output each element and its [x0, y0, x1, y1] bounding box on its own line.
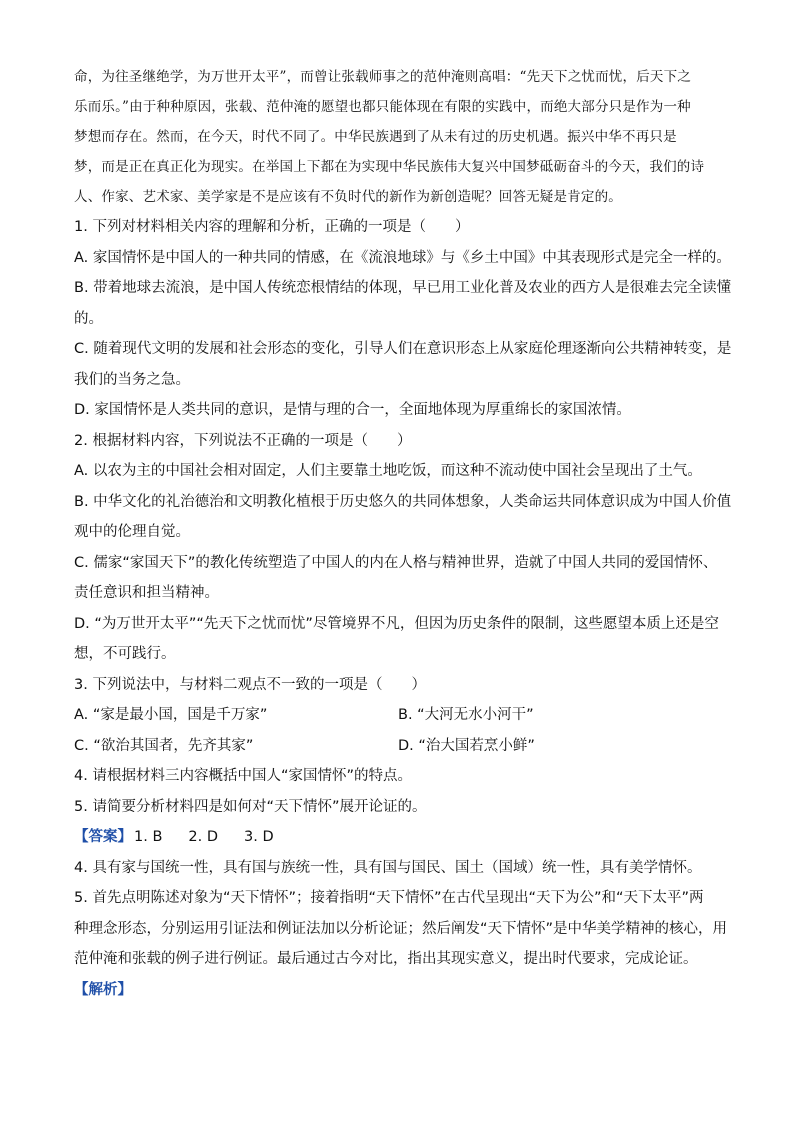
question-stem: 1. 下列对材料相关内容的理解和分析，正确的一项是（ ）	[74, 219, 470, 235]
option-d-continued: 想，不可践行。	[74, 646, 176, 662]
option-c: C. 儒家“家国天下”的教化传统塑造了中国人的内在人格与精神世界，造就了中国人共同的爱国情怀、	[74, 554, 718, 571]
options-row	[74, 731, 722, 762]
option-d: D. 家国情怀是人类共同的意识，是情与理的合一，全面地体现为厚重绵长的家国浓情。	[74, 402, 631, 418]
option-b-continued: 的。	[74, 310, 103, 327]
option-d: D. “治大国若烹小鲜”	[398, 737, 535, 754]
option-a: A. 以农为主的中国社会相对固定，人们主要靠土地吃饭，而这种不流动使中国社会呈现出了土气。	[74, 463, 702, 479]
answer-4: 4. 具有家与国统一性，具有国与族统一性，具有国与国民、国土（国域）统一性，具有美学情怀。	[74, 859, 702, 876]
question-1	[74, 212, 732, 426]
option-c: C. 随着现代文明的发展和社会形态的变化，引导人们在意识形态上从家庭伦理逐渐向公共精神转变，是	[74, 341, 732, 357]
option-b-continued: 观中的伦理自觉。	[74, 524, 190, 540]
answer-5-line: 种理念形态，分别运用引证法和例证法加以分析论证；然后阐发“天下情怀”是中华美学精神的核心，用	[74, 920, 728, 937]
material-line: 梦想而存在。然而，在今天，时代不同了。中华民族遇到了从未有过的历史机遇。振兴中华不再只是	[74, 129, 677, 145]
answer-1: 1. B	[134, 829, 163, 845]
option-a: A. “家是最小国，国是千万家”	[74, 707, 268, 723]
material-line: 乐而乐。”由于种种原因，张载、范仲淹的愿望也都只能体现在有限的实践中，而绝大部分只是作为一种	[74, 99, 691, 115]
answer-5-line: 范仲淹和张载的例子进行例证。最后通过古今对比，指出其现实意义，提出时代要求，完成论证。	[74, 951, 698, 967]
answer-2: 2. D	[188, 829, 219, 845]
analysis-heading	[74, 975, 722, 1006]
answer-5-line: 5. 首先点明陈述对象为“天下情怀”；接着指明“天下情怀”在古代呈现出“天下为公”和“天下太平”两	[74, 890, 704, 906]
option-b: B. “大河无水小河干”	[398, 707, 534, 723]
option-d: D. “为万世开太平”“先天下之忧而忧”尽管境界不凡，但因为历史条件的限制，这些愿望本质上还是空	[74, 615, 719, 632]
answer-section	[74, 822, 728, 975]
option-c: C. “欲治其国者，先齐其家”	[74, 737, 254, 754]
material-paragraph	[74, 62, 722, 212]
material-line: 梦，而是正在真正化为现实。在举国上下都在为实现中华民族伟大复兴中国梦砥砺奋斗的今天，我们的诗	[74, 159, 705, 175]
answer-tag: 【答案】	[74, 829, 132, 845]
option-c-continued: 责任意识和担当精神。	[74, 585, 219, 601]
answer-3: 3. D	[244, 829, 274, 845]
question-2	[74, 426, 732, 670]
question-5: 5. 请简要分析材料四是如何对“天下情怀”展开论证的。	[74, 798, 427, 815]
material-line: 人、作家、艺术家、美学家是不是应该有不负时代的新作为新创造呢？回答无疑是肯定的。	[74, 189, 622, 205]
question-stem: 2. 根据材料内容，下列说法不正确的一项是（ ）	[74, 432, 412, 449]
options-row	[74, 700, 722, 731]
answer-choices	[74, 822, 722, 853]
option-c-continued: 我们的当务之急。	[74, 371, 190, 388]
analysis-tag: 【解析】	[74, 981, 132, 998]
option-b: B. 中华文化的礼治德治和文明教化植根于历史悠久的共同体想象，人类命运共同体意识成为中国人价值	[74, 493, 732, 510]
option-b: B. 带着地球去流浪，是中国人传统恋根情结的体现，早已用工业化普及农业的西方人是很难去完全读懂	[74, 280, 732, 296]
question-3	[74, 670, 722, 762]
option-a: A. 家国情怀是中国人的一种共同的情感，在《流浪地球》与《乡土中国》中其表现形式是完全一样的。	[74, 249, 731, 266]
material-line: 命，为往圣继绝学，为万世开太平”，而曾让张载师事之的范仲淹则高唱：“先天下之忧而忧，后天下之	[74, 69, 692, 85]
question-stem: 3. 下列说法中，与材料二观点不一致的一项是（ ）	[74, 676, 426, 693]
document-content	[74, 62, 732, 1005]
question-4: 4. 请根据材料三内容概括中国人“家国情怀”的特点。	[74, 768, 412, 784]
